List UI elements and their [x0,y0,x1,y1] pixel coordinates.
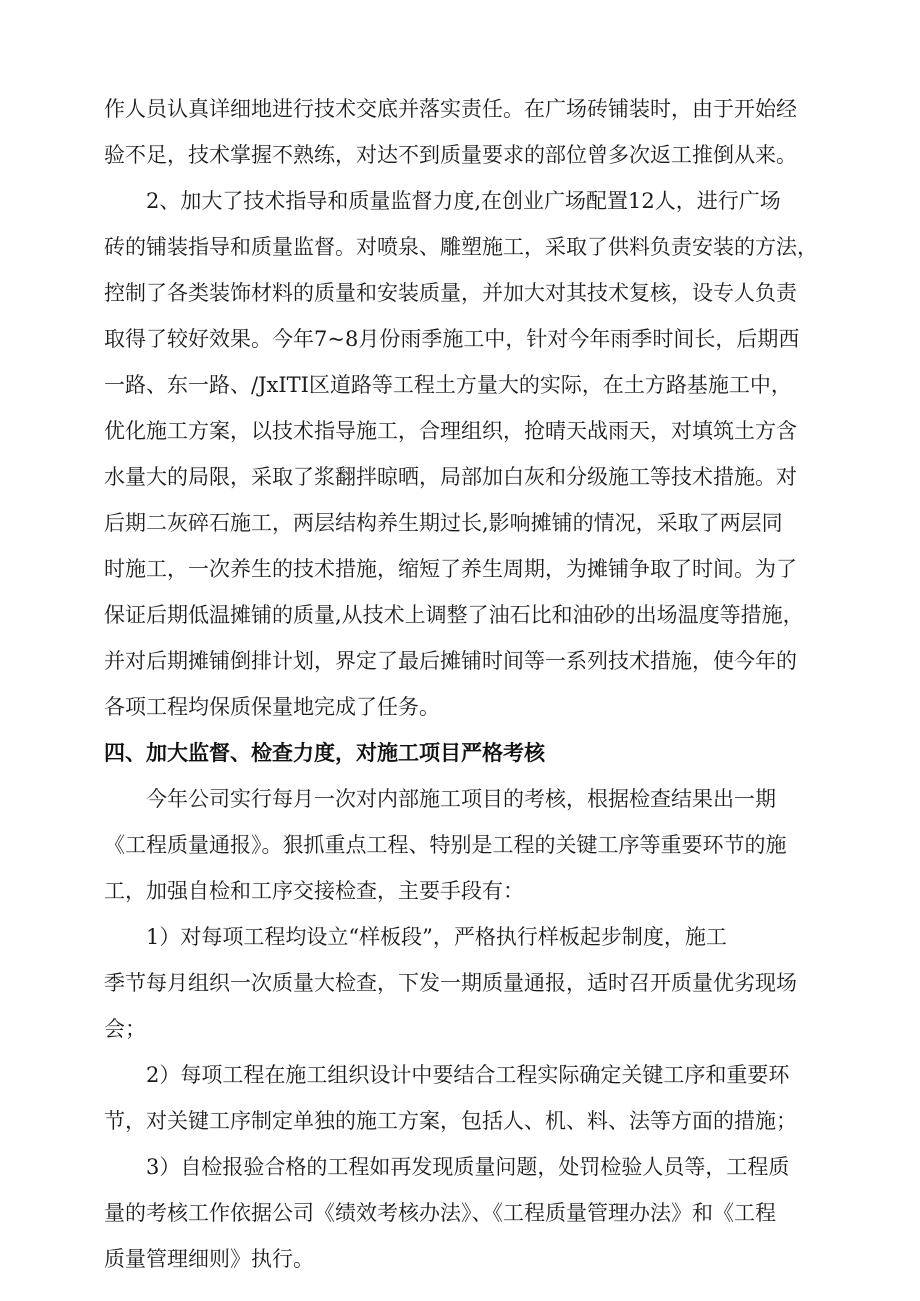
paragraph-line: 1）对每项工程均设立“样板段”，严格执行样板起步制度，施工 [146,925,727,949]
paragraph-line: 并对后期摊铺倒排计划，界定了最后摊铺时间等一系列技术措施，使今年的 [104,649,797,673]
paragraph-line: 质量管理细则》执行。 [104,1247,314,1271]
paragraph-line: 保证后期低温摊铺的质量,从技术上调整了油石比和油砂的出场温度等措施， [104,603,804,627]
paragraph-line: 作人员认真详细地进行技术交底并落实责任。在广场砖铺装时，由于开始经 [104,97,797,121]
paragraph-line: 验不足，技术掌握不熟练，对达不到质量要求的部位曾多次返工推倒从来。 [104,143,797,167]
paragraph-line: 今年公司实行每月一次对内部施工项目的考核，根据检查结果出一期 [146,787,776,811]
paragraph-line: 《工程质量通报》。狠抓重点工程、特别是工程的关键工序等重要环节的施 [104,833,787,857]
paragraph-line: 2、加大了技术指导和质量监督力度,在创业广场配置12人，进行广场 [146,189,781,213]
paragraph-line: 季节每月组织一次质量大检查，下发一期质量通报，适时召开质量优劣现场 [104,971,797,995]
paragraph-line: 2）每项工程在施工组织设计中要结合工程实际确定关键工序和重要环 [146,1063,790,1087]
paragraph-line: 节，对关键工序制定单独的施工方案，包括人、机、料、法等方面的措施； [104,1109,797,1133]
paragraph-line: 水量大的局限，采取了浆翻拌晾晒，局部加白灰和分级施工等技术措施。对 [104,465,797,489]
paragraph-line: 时施工，一次养生的技术措施，缩短了养生周期，为摊铺争取了时间。为了 [104,557,797,581]
paragraph-line: 量的考核工作依据公司《绩效考核办法》、《工程质量管理办法》和《工程 [104,1201,776,1225]
paragraph-line: 各项工程均保质保量地完成了任务。 [104,695,440,719]
paragraph-line: 砖的铺装指导和质量监督。对喷泉、雕塑施工，采取了供料负责安装的方法， [104,235,818,259]
paragraph-line: 工，加强自检和工序交接检查，主要手段有： [104,879,524,903]
paragraph-line: 一路、东一路、/JxITI区道路等工程土方量大的实际，在土方路基施工中， [104,373,792,397]
paragraph-line: 3）自检报验合格的工程如再发现质量问题，处罚检验人员等，工程质 [146,1155,790,1179]
paragraph-line: 取得了较好效果。今年7~8月份雨季施工中，针对今年雨季时间长，后期西 [104,327,800,351]
paragraph-line: 优化施工方案，以技术指导施工，合理组织，抢晴天战雨天，对填筑土方含 [104,419,797,443]
section-heading: 四、加大监督、检查力度，对施工项目严格考核 [104,741,545,765]
paragraph-line: 会； [104,1017,146,1041]
paragraph-line: 后期二灰碎石施工，两层结构养生期过长,影响摊铺的情况，采取了两层同 [104,511,783,535]
paragraph-line: 控制了各类装饰材料的质量和安装质量，并加大对其技术复核，设专人负责 [104,281,797,305]
